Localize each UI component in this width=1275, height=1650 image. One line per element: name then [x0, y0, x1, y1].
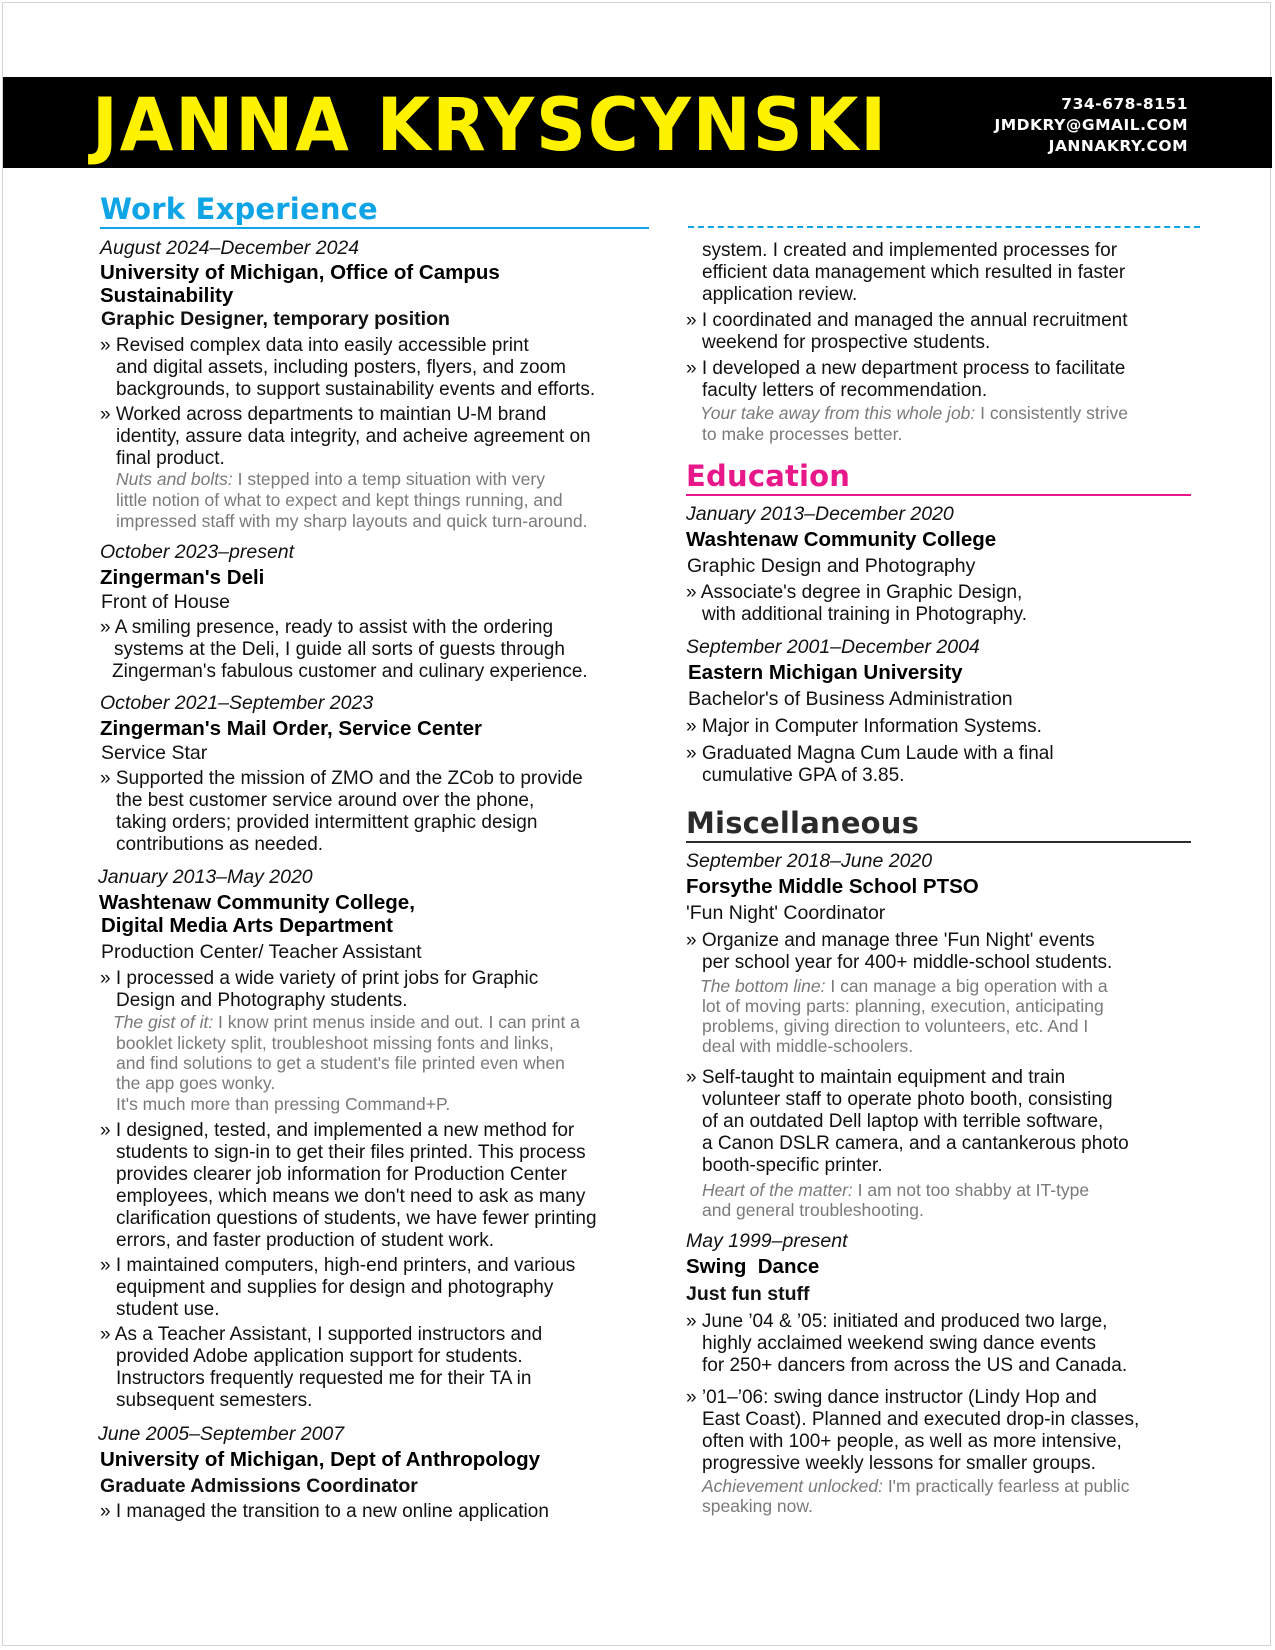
note-line: little notion of what to expect and kept things running, and — [116, 490, 563, 510]
job-role: Graphic Designer, temporary position — [101, 308, 450, 330]
job-date: June 2005–September 2007 — [98, 1423, 345, 1445]
edu-program: Graphic Design and Photography — [687, 555, 976, 577]
bullet-line: Design and Photography students. — [116, 990, 408, 1011]
note-line: Heart of the matter: I am not too shabby at IT-type — [702, 1180, 1090, 1200]
job-org: Zingerman's Mail Order, Service Center — [100, 717, 482, 740]
bullet-line: » ’01–’06: swing dance instructor (Lindy Hop and — [686, 1387, 1097, 1408]
misc-date: September 2018–June 2020 — [686, 850, 933, 872]
misc-date: May 1999–present — [686, 1230, 848, 1252]
bullet-line: a Canon DSLR camera, and a cantankerous photo — [702, 1133, 1129, 1154]
bullet-line: student use. — [116, 1299, 220, 1320]
job-date: October 2021–September 2023 — [100, 692, 374, 714]
bullet-line: » Supported the mission of ZMO and the ZCob to provide — [100, 768, 583, 789]
note-line: Your take away from this whole job: I consistently strive — [700, 403, 1128, 423]
bullet-line: provided Adobe application support for students. — [116, 1346, 523, 1367]
bullet-line: system. I created and implemented processes for — [702, 240, 1118, 261]
note-line: Achievement unlocked: I'm practically fearless at public — [702, 1476, 1130, 1496]
bullet-line: errors, and faster production of student work. — [116, 1230, 495, 1251]
note-line: to make processes better. — [702, 424, 903, 444]
bullet-line: » I designed, tested, and implemented a new method for — [100, 1120, 575, 1141]
job-org: Zingerman's Deli — [100, 566, 265, 589]
misc-org: Forsythe Middle School PTSO — [686, 875, 979, 898]
note-line: The gist of it: I know print menus inside and out. I can print a — [113, 1012, 580, 1032]
bullet-line: equipment and supplies for design and photography — [116, 1277, 554, 1298]
bullet-line: final product. — [116, 448, 225, 469]
candidate-name: JANNA KRYSCYNSKI — [92, 83, 888, 168]
bullet-line: » I developed a new department process to facilitate — [686, 358, 1126, 379]
bullet-line: Zingerman's fabulous customer and culinary experience. — [112, 661, 588, 682]
bullet-line: efficient data management which resulted in faster — [702, 262, 1126, 283]
education-rule — [686, 494, 1191, 496]
note-line: lot of moving parts: planning, execution, anticipating — [702, 996, 1104, 1016]
bullet-line: » Worked across departments to maintian U-M brand — [100, 404, 547, 425]
bullet-line: with additional training in Photography. — [702, 604, 1027, 625]
note-line: The bottom line: I can manage a big operation with a — [700, 976, 1108, 996]
bullet-line: subsequent semesters. — [116, 1390, 313, 1411]
edu-date: January 2013–December 2020 — [686, 503, 954, 525]
note-line: It's much more than pressing Command+P. — [116, 1094, 451, 1114]
job-org: University of Michigan, Office of Campus — [100, 261, 500, 284]
contact-block — [994, 94, 1188, 157]
job-org: Digital Media Arts Department — [101, 914, 393, 937]
bullet-line: » June ’04 & ’05: initiated and produced two large, — [686, 1311, 1108, 1332]
bullet-line: highly acclaimed weekend swing dance events — [702, 1333, 1096, 1354]
note-label: Nuts and bolts: — [116, 469, 233, 489]
bullet-line: contributions as needed. — [116, 834, 324, 855]
job-org: Washtenaw Community College, — [99, 891, 415, 914]
note-label: The bottom line: — [700, 976, 826, 996]
bullet-line: volunteer staff to operate photo booth, consisting — [702, 1089, 1113, 1110]
job-role: Front of House — [101, 591, 230, 613]
edu-org: Washtenaw Community College — [686, 528, 997, 551]
note-label: Achievement unlocked: — [702, 1476, 883, 1496]
bullet-line: » I managed the transition to a new online application — [100, 1501, 549, 1522]
note-line: problems, giving direction to volunteers, etc. And I — [702, 1016, 1089, 1036]
bullet-line: » Major in Computer Information Systems. — [686, 716, 1042, 737]
note-label: The gist of it: — [113, 1012, 214, 1032]
bullet-line: progressive weekly lessons for smaller groups. — [702, 1453, 1096, 1474]
bullet-line: » Revised complex data into easily accessible print — [100, 335, 529, 356]
job-role: Production Center/ Teacher Assistant — [101, 941, 422, 963]
bullet-line: backgrounds, to support sustainability events and efforts. — [116, 379, 596, 400]
job-org: Sustainability — [100, 284, 234, 307]
bullet-line: and digital assets, including posters, flyers, and zoom — [116, 357, 566, 378]
misc-role: 'Fun Night' Coordinator — [686, 902, 886, 924]
edu-program: Bachelor's of Business Administration — [688, 688, 1013, 710]
job-date: January 2013–May 2020 — [98, 866, 313, 888]
bullet-line: the best customer service around over the phone, — [116, 790, 535, 811]
note-line: booklet lickety split, troubleshoot missing fonts and links, — [116, 1033, 554, 1053]
bullet-line: » Self-taught to maintain equipment and train — [686, 1067, 1066, 1088]
bullet-line: » I coordinated and managed the annual recruitment — [686, 310, 1128, 331]
misc-rule — [686, 841, 1191, 843]
bullet-line: » As a Teacher Assistant, I supported instructors and — [100, 1324, 543, 1345]
bullet-line: faculty letters of recommendation. — [702, 380, 988, 401]
bullet-line: » I maintained computers, high-end printers, and various — [100, 1255, 576, 1276]
section-title-misc: Miscellaneous — [686, 806, 920, 840]
bullet-line: per school year for 400+ middle-school students. — [702, 952, 1113, 973]
note-label: Heart of the matter: — [702, 1180, 853, 1200]
bullet-line: weekend for prospective students. — [702, 332, 991, 353]
phone: 734-678-8151 — [1061, 95, 1188, 113]
edu-date: September 2001–December 2004 — [686, 636, 980, 658]
misc-role: Just fun stuff — [686, 1283, 810, 1305]
note-line: and general troubleshooting. — [702, 1200, 924, 1220]
job-role: Service Star — [101, 742, 208, 764]
section-title-work: Work Experience — [100, 192, 378, 226]
bullet-line: clarification questions of students, we have fewer printing — [116, 1208, 597, 1229]
note-line: Nuts and bolts: I stepped into a temp situation with very — [116, 469, 545, 489]
bullet-line: students to sign-in to get their files printed. This process — [116, 1142, 586, 1163]
bullet-line: of an outdated Dell laptop with terrible software, — [702, 1111, 1104, 1132]
bullet-line: provides clearer job information for Production Center — [116, 1164, 567, 1185]
bullet-line: cumulative GPA of 3.85. — [702, 765, 905, 786]
continued-rule — [688, 226, 1200, 228]
bullet-line: » Organize and manage three 'Fun Night' events — [686, 930, 1095, 951]
job-date: August 2024–December 2024 — [100, 237, 360, 259]
bullet-line: for 250+ dancers from across the US and Canada. — [702, 1355, 1128, 1376]
bullet-line: Instructors frequently requested me for their TA in — [116, 1368, 532, 1389]
bullet-line: booth-specific printer. — [702, 1155, 883, 1176]
note-line: the app goes wonky. — [116, 1073, 276, 1093]
job-role: Graduate Admissions Coordinator — [100, 1475, 418, 1497]
note-line: and find solutions to get a student's file printed even when — [116, 1053, 565, 1073]
bullet-line: identity, assure data integrity, and acheive agreement on — [116, 426, 591, 447]
bullet-line: application review. — [702, 284, 858, 305]
note-line: deal with middle-schoolers. — [702, 1036, 914, 1056]
edu-org: Eastern Michigan University — [688, 661, 963, 684]
bullet-line: » I processed a wide variety of print jobs for Graphic — [100, 968, 539, 989]
email: JMDKRY@GMAIL.COM — [994, 116, 1188, 134]
note-label: Your take away from this whole job: — [700, 403, 976, 423]
work-rule — [100, 227, 649, 229]
note-line: speaking now. — [702, 1496, 813, 1516]
bullet-line: » A smiling presence, ready to assist with the ordering — [100, 617, 554, 638]
bullet-line: » Graduated Magna Cum Laude with a final — [686, 743, 1054, 764]
bullet-line: systems at the Deli, I guide all sorts of guests through — [114, 639, 565, 660]
bullet-line: taking orders; provided intermittent graphic design — [116, 812, 538, 833]
bullet-line: employees, which means we don't need to ask as many — [116, 1186, 586, 1207]
job-org: University of Michigan, Dept of Anthropology — [100, 1448, 540, 1471]
website: JANNAKRY.COM — [1048, 137, 1188, 155]
bullet-line: often with 100+ people, as well as more intensive, — [702, 1431, 1122, 1452]
note-line: impressed staff with my sharp layouts and quick turn-around. — [116, 511, 588, 531]
section-title-education: Education — [686, 459, 851, 493]
misc-org: Swing Dance — [686, 1255, 820, 1278]
bullet-line: East Coast). Planned and executed drop-in classes, — [702, 1409, 1140, 1430]
bullet-line: » Associate's degree in Graphic Design, — [686, 582, 1023, 603]
job-date: October 2023–present — [100, 541, 295, 563]
